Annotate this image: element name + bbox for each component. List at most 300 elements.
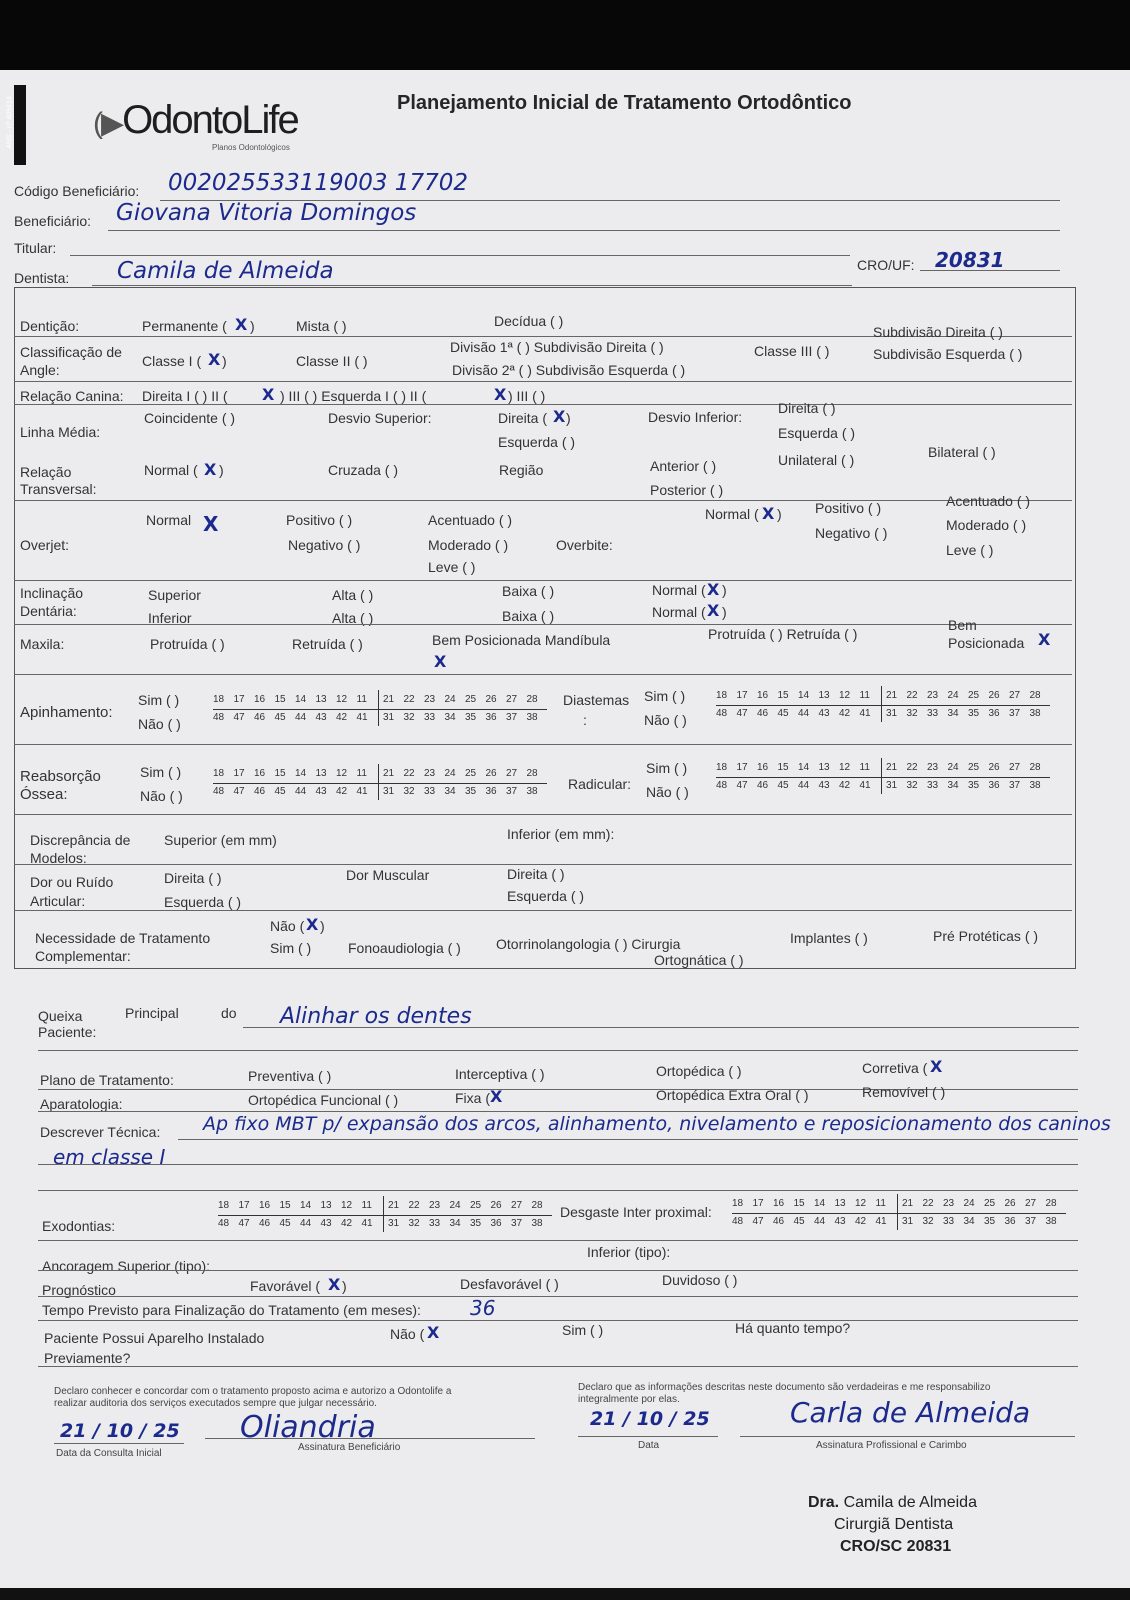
tooth-23[interactable]: 23	[927, 762, 939, 773]
dor-muscular-esquerda[interactable]: Esquerda ( )	[507, 888, 585, 904]
aparelho-sim[interactable]: Sim ( )	[562, 1322, 604, 1338]
necessidade-ortognatica[interactable]: Ortognática ( )	[654, 952, 744, 968]
tooth-17[interactable]: 17	[233, 768, 245, 779]
tooth-38[interactable]: 38	[1029, 708, 1041, 719]
inclinacao-baixa-sup[interactable]: Baixa ( )	[502, 583, 555, 599]
tooth-45[interactable]: 45	[777, 780, 789, 791]
paren-close: )	[777, 506, 782, 522]
tooth-44[interactable]: 44	[300, 1218, 312, 1229]
tooth-22[interactable]: 22	[403, 768, 415, 779]
reabsorcao-sim[interactable]: Sim ( )	[140, 764, 182, 780]
mark-canina-direita: X	[262, 385, 275, 404]
tooth-42[interactable]: 42	[336, 712, 348, 723]
data-consulta-value[interactable]: 21 / 10 / 25	[60, 1420, 180, 1442]
tooth-26[interactable]: 26	[490, 1200, 502, 1211]
necessidade-fono[interactable]: Fonoaudiologia ( )	[348, 940, 461, 956]
inclinacao-normal-sup[interactable]: Normal (	[652, 582, 706, 598]
tooth-44[interactable]: 44	[814, 1216, 826, 1227]
tooth-13[interactable]: 13	[320, 1200, 332, 1211]
tooth-27[interactable]: 27	[1025, 1198, 1037, 1209]
tooth-35[interactable]: 35	[968, 708, 980, 719]
tooth-47[interactable]: 47	[233, 786, 245, 797]
tooth-41[interactable]: 41	[859, 780, 871, 791]
tooth-48[interactable]: 48	[716, 780, 728, 791]
tooth-37[interactable]: 37	[1025, 1216, 1037, 1227]
denticao-mista[interactable]: Mista ( )	[296, 318, 347, 334]
canina-esquerda[interactable]: ) III ( ) Esquerda I ( ) II (	[280, 388, 427, 404]
tooth-26[interactable]: 26	[988, 690, 1000, 701]
tooth-12[interactable]: 12	[336, 694, 348, 705]
tooth-22[interactable]: 22	[906, 690, 918, 701]
tooth-14[interactable]: 14	[798, 762, 810, 773]
tooth-16[interactable]: 16	[254, 694, 266, 705]
linha-coincidente[interactable]: Coincidente ( )	[144, 410, 236, 426]
angle-sub-esquerda[interactable]: Subdivisão Esquerda ( )	[873, 346, 1023, 362]
necessidade-otorrino[interactable]: Otorrinolangologia ( ) Cirurgia	[496, 936, 681, 952]
tooth-46[interactable]: 46	[254, 786, 266, 797]
tooth-43[interactable]: 43	[315, 786, 327, 797]
tooth-36[interactable]: 36	[988, 708, 1000, 719]
data-value[interactable]: 21 / 10 / 25	[590, 1408, 710, 1430]
tooth-28[interactable]: 28	[1045, 1198, 1057, 1209]
assinatura-profissional-line	[740, 1436, 1075, 1437]
tooth-47[interactable]: 47	[752, 1216, 764, 1227]
tooth-31[interactable]: 31	[383, 712, 395, 723]
tooth-48[interactable]: 48	[213, 712, 225, 723]
apinhamento-nao[interactable]: Não ( )	[138, 716, 181, 732]
tooth-24[interactable]: 24	[947, 762, 959, 773]
tooth-48[interactable]: 48	[218, 1218, 230, 1229]
tooth-32[interactable]: 32	[922, 1216, 934, 1227]
tooth-33[interactable]: 33	[927, 780, 939, 791]
necessidade-sim[interactable]: Sim ( )	[270, 940, 312, 956]
tooth-17[interactable]: 17	[752, 1198, 764, 1209]
tooth-44[interactable]: 44	[798, 708, 810, 719]
tooth-31[interactable]: 31	[383, 786, 395, 797]
tooth-32[interactable]: 32	[906, 780, 918, 791]
inclinacao-baixa-inf[interactable]: Baixa ( )	[502, 608, 555, 624]
tooth-46[interactable]: 46	[259, 1218, 271, 1229]
ancoragem-superior[interactable]: Ancoragem Superior (tipo):	[42, 1258, 211, 1274]
aparatologia-fixa[interactable]: Fixa (	[455, 1090, 490, 1106]
tooth-43[interactable]: 43	[320, 1218, 332, 1229]
tooth-35[interactable]: 35	[984, 1216, 996, 1227]
necessidade-implantes[interactable]: Implantes ( )	[790, 930, 868, 946]
dor-direita[interactable]: Direita ( )	[164, 870, 222, 886]
tooth-22[interactable]: 22	[906, 762, 918, 773]
tooth-36[interactable]: 36	[485, 786, 497, 797]
tooth-18[interactable]: 18	[716, 762, 728, 773]
maxila-retruida[interactable]: Retruída ( )	[292, 636, 363, 652]
overjet-leve[interactable]: Leve ( )	[428, 559, 476, 575]
tooth-34[interactable]: 34	[444, 786, 456, 797]
data-consulta-label: Data da Consulta Inicial	[56, 1448, 162, 1459]
tooth-33[interactable]: 33	[424, 712, 436, 723]
tooth-37[interactable]: 37	[506, 712, 518, 723]
transversal-bilateral[interactable]: Bilateral ( )	[928, 444, 996, 460]
tooth-21[interactable]: 21	[886, 762, 898, 773]
tooth-35[interactable]: 35	[968, 780, 980, 791]
tooth-12[interactable]: 12	[336, 768, 348, 779]
tooth-31[interactable]: 31	[886, 780, 898, 791]
apinhamento-sim[interactable]: Sim ( )	[138, 692, 180, 708]
tooth-grid-divider	[213, 783, 547, 784]
aparatologia-extra-oral[interactable]: Ortopédica Extra Oral ( )	[656, 1087, 809, 1103]
tooth-11[interactable]: 11	[356, 694, 367, 705]
tooth-13[interactable]: 13	[818, 762, 830, 773]
tooth-42[interactable]: 42	[839, 708, 851, 719]
tooth-18[interactable]: 18	[213, 768, 225, 779]
assinatura-beneficiario-label: Assinatura Beneficiário	[298, 1442, 401, 1453]
overbite-negativo[interactable]: Negativo ( )	[815, 525, 888, 541]
inclinacao-alta-sup[interactable]: Alta ( )	[332, 587, 374, 603]
tooth-18[interactable]: 18	[213, 694, 225, 705]
radicular-nao[interactable]: Não ( )	[646, 784, 689, 800]
tooth-24[interactable]: 24	[449, 1200, 461, 1211]
tooth-23[interactable]: 23	[424, 768, 436, 779]
tooth-23[interactable]: 23	[424, 694, 436, 705]
mandibula-protruida-retruida[interactable]: Protruída ( ) Retruída ( )	[708, 626, 858, 642]
overbite-moderado[interactable]: Moderado ( )	[946, 517, 1027, 533]
tooth-33[interactable]: 33	[429, 1218, 441, 1229]
tooth-15[interactable]: 15	[279, 1200, 291, 1211]
tooth-11[interactable]: 11	[356, 768, 367, 779]
tooth-26[interactable]: 26	[485, 694, 497, 705]
tooth-22[interactable]: 22	[922, 1198, 934, 1209]
transversal-cruzada[interactable]: Cruzada ( )	[328, 462, 399, 478]
tooth-25[interactable]: 25	[465, 694, 477, 705]
tooth-28[interactable]: 28	[526, 694, 538, 705]
tooth-48[interactable]: 48	[716, 708, 728, 719]
tecnica-value-1[interactable]: Ap fixo MBT p/ expansão dos arcos, alinhamento, nivelamento e reposicionamento dos caninos	[203, 1113, 1111, 1135]
inclinacao-alta-inf[interactable]: Alta ( )	[332, 610, 374, 626]
diastemas-nao[interactable]: Não ( )	[644, 712, 687, 728]
tooth-25[interactable]: 25	[968, 762, 980, 773]
cro-value[interactable]: 20831	[935, 248, 1005, 272]
tooth-38[interactable]: 38	[526, 712, 538, 723]
aparatologia-funcional[interactable]: Ortopédica Funcional ( )	[248, 1092, 399, 1108]
mark-canina-esquerda: X	[494, 385, 507, 404]
tooth-17[interactable]: 17	[736, 762, 748, 773]
dentista-value[interactable]: Camila de Almeida	[117, 258, 334, 284]
tooth-12[interactable]: 12	[855, 1198, 867, 1209]
tooth-17[interactable]: 17	[233, 694, 245, 705]
tooth-16[interactable]: 16	[757, 762, 769, 773]
tooth-22[interactable]: 22	[403, 694, 415, 705]
transversal-unilateral[interactable]: Unilateral ( )	[778, 452, 855, 468]
tooth-28[interactable]: 28	[1029, 762, 1041, 773]
angle-classe-1[interactable]: Classe I (	[142, 353, 202, 369]
diastemas-sim[interactable]: Sim ( )	[644, 688, 686, 704]
tooth-16[interactable]: 16	[254, 768, 266, 779]
tooth-33[interactable]: 33	[424, 786, 436, 797]
tooth-23[interactable]: 23	[429, 1200, 441, 1211]
tooth-45[interactable]: 45	[793, 1216, 805, 1227]
tooth-16[interactable]: 16	[259, 1200, 271, 1211]
tecnica-value-2[interactable]: em classe I	[53, 1145, 166, 1169]
tooth-12[interactable]: 12	[839, 762, 851, 773]
tooth-11[interactable]: 11	[875, 1198, 886, 1209]
tooth-47[interactable]: 47	[736, 708, 748, 719]
tooth-15[interactable]: 15	[777, 690, 789, 701]
aparelho-quanto-tempo[interactable]: Há quanto tempo?	[735, 1320, 851, 1336]
tooth-21[interactable]: 21	[388, 1200, 400, 1211]
plano-interceptiva[interactable]: Interceptiva ( )	[455, 1066, 545, 1082]
prognostico-label: Prognóstico	[42, 1282, 116, 1298]
tooth-17[interactable]: 17	[736, 690, 748, 701]
tooth-46[interactable]: 46	[773, 1216, 785, 1227]
tooth-15[interactable]: 15	[777, 762, 789, 773]
tooth-33[interactable]: 33	[943, 1216, 955, 1227]
beneficiario-value[interactable]: Giovana Vitoria Domingos	[116, 200, 417, 226]
overbite-acentuado[interactable]: Acentuado ( )	[946, 493, 1031, 509]
tooth-43[interactable]: 43	[818, 708, 830, 719]
tooth-27[interactable]: 27	[511, 1200, 523, 1211]
tooth-37[interactable]: 37	[1009, 708, 1021, 719]
linha-esquerda[interactable]: Esquerda ( )	[498, 434, 576, 450]
assinatura-profissional-signature[interactable]: Carla de Almeida	[790, 1396, 1031, 1429]
dor-muscular-direita[interactable]: Direita ( )	[507, 866, 565, 882]
tooth-11[interactable]: 11	[859, 762, 870, 773]
codigo-value[interactable]: 002025533119003 17702	[168, 170, 468, 196]
tooth-24[interactable]: 24	[963, 1198, 975, 1209]
aparelho-label-1: Paciente Possui Aparelho Instalado	[44, 1330, 265, 1346]
tooth-41[interactable]: 41	[875, 1216, 887, 1227]
overbite-leve[interactable]: Leve ( )	[946, 542, 994, 558]
tooth-36[interactable]: 36	[485, 712, 497, 723]
tooth-18[interactable]: 18	[732, 1198, 744, 1209]
tooth-25[interactable]: 25	[968, 690, 980, 701]
maxila-bem-mandibula[interactable]: Bem Posicionada Mandíbula	[432, 632, 611, 648]
dor-esquerda[interactable]: Esquerda ( )	[164, 894, 242, 910]
tooth-18[interactable]: 18	[218, 1200, 230, 1211]
plano-ortopedica[interactable]: Ortopédica ( )	[656, 1063, 742, 1079]
tooth-24[interactable]: 24	[444, 768, 456, 779]
plano-preventiva[interactable]: Preventiva ( )	[248, 1068, 332, 1084]
tooth-27[interactable]: 27	[1009, 690, 1021, 701]
tooth-44[interactable]: 44	[295, 786, 307, 797]
tooth-38[interactable]: 38	[526, 786, 538, 797]
overjet-negativo[interactable]: Negativo ( )	[288, 537, 361, 553]
tooth-28[interactable]: 28	[1029, 690, 1041, 701]
tooth-41[interactable]: 41	[361, 1218, 373, 1229]
tooth-47[interactable]: 47	[233, 712, 245, 723]
linha-esquerda-inf[interactable]: Esquerda ( )	[778, 425, 856, 441]
angle-classe-2[interactable]: Classe II ( )	[296, 353, 368, 369]
overjet-acentuado[interactable]: Acentuado ( )	[428, 512, 513, 528]
assinatura-beneficiario-line	[205, 1438, 535, 1439]
tooth-42[interactable]: 42	[839, 780, 851, 791]
tooth-26[interactable]: 26	[1004, 1198, 1016, 1209]
tooth-28[interactable]: 28	[531, 1200, 543, 1211]
tooth-38[interactable]: 38	[531, 1218, 543, 1229]
tooth-45[interactable]: 45	[279, 1218, 291, 1229]
aparelho-nao[interactable]: Não (	[390, 1326, 425, 1342]
tooth-26[interactable]: 26	[988, 762, 1000, 773]
tooth-16[interactable]: 16	[773, 1198, 785, 1209]
tooth-24[interactable]: 24	[444, 694, 456, 705]
tooth-33[interactable]: 33	[927, 708, 939, 719]
tooth-17[interactable]: 17	[238, 1200, 250, 1211]
tooth-13[interactable]: 13	[834, 1198, 846, 1209]
queixa-value[interactable]: Alinhar os dentes	[280, 1004, 472, 1029]
tooth-34[interactable]: 34	[947, 708, 959, 719]
tooth-42[interactable]: 42	[341, 1218, 353, 1229]
tooth-48[interactable]: 48	[213, 786, 225, 797]
tooth-31[interactable]: 31	[388, 1218, 400, 1229]
tooth-13[interactable]: 13	[315, 694, 327, 705]
transversal-normal[interactable]: Normal (	[144, 462, 198, 478]
tooth-25[interactable]: 25	[984, 1198, 996, 1209]
aparatologia-removivel[interactable]: Removível ( )	[862, 1084, 946, 1100]
tooth-26[interactable]: 26	[485, 768, 497, 779]
tooth-47[interactable]: 47	[736, 780, 748, 791]
tooth-27[interactable]: 27	[506, 694, 518, 705]
tooth-21[interactable]: 21	[383, 694, 395, 705]
tooth-45[interactable]: 45	[274, 786, 286, 797]
tooth-31[interactable]: 31	[886, 708, 898, 719]
maxila-protruida[interactable]: Protruída ( )	[150, 636, 225, 652]
tooth-34[interactable]: 34	[449, 1218, 461, 1229]
tooth-42[interactable]: 42	[336, 786, 348, 797]
tooth-25[interactable]: 25	[470, 1200, 482, 1211]
tooth-45[interactable]: 45	[777, 708, 789, 719]
tooth-38[interactable]: 38	[1029, 780, 1041, 791]
tooth-14[interactable]: 14	[814, 1198, 826, 1209]
canina-direita[interactable]: Direita I ( ) II (	[142, 388, 228, 404]
discrepancia-inferior[interactable]: Inferior (em mm):	[507, 826, 615, 842]
tooth-grid-divider	[716, 705, 1050, 706]
tempo-value[interactable]: 36	[470, 1296, 496, 1320]
tooth-46[interactable]: 46	[757, 708, 769, 719]
tooth-35[interactable]: 35	[465, 712, 477, 723]
tooth-34[interactable]: 34	[444, 712, 456, 723]
tooth-43[interactable]: 43	[834, 1216, 846, 1227]
mandibula-bem-2[interactable]: Posicionada	[948, 635, 1025, 651]
tooth-36[interactable]: 36	[988, 780, 1000, 791]
tooth-11[interactable]: 11	[361, 1200, 372, 1211]
tooth-34[interactable]: 34	[947, 780, 959, 791]
transversal-posterior[interactable]: Posterior ( )	[650, 482, 724, 498]
tooth-15[interactable]: 15	[793, 1198, 805, 1209]
tooth-36[interactable]: 36	[490, 1218, 502, 1229]
tooth-46[interactable]: 46	[757, 780, 769, 791]
tooth-31[interactable]: 31	[902, 1216, 914, 1227]
tooth-21[interactable]: 21	[886, 690, 898, 701]
tooth-46[interactable]: 46	[254, 712, 266, 723]
angle-div-2[interactable]: Divisão 2ª ( ) Subdivisão Esquerda ( )	[452, 362, 686, 378]
tooth-41[interactable]: 41	[859, 708, 871, 719]
tooth-37[interactable]: 37	[506, 786, 518, 797]
angle-sub-direita[interactable]: Subdivisão Direita ( )	[873, 324, 1003, 340]
tooth-21[interactable]: 21	[902, 1198, 914, 1209]
tooth-22[interactable]: 22	[408, 1200, 420, 1211]
tooth-35[interactable]: 35	[465, 786, 477, 797]
tooth-44[interactable]: 44	[798, 780, 810, 791]
overjet-positivo[interactable]: Positivo ( )	[286, 512, 353, 528]
prognostico-desfavoravel[interactable]: Desfavorável ( )	[460, 1276, 559, 1292]
mark-mandibula-bem: X	[1038, 630, 1051, 649]
tooth-12[interactable]: 12	[839, 690, 851, 701]
tooth-37[interactable]: 37	[1009, 780, 1021, 791]
tooth-15[interactable]: 15	[274, 694, 286, 705]
tooth-35[interactable]: 35	[470, 1218, 482, 1229]
linha-direita[interactable]: Direita (	[498, 410, 548, 426]
tooth-18[interactable]: 18	[716, 690, 728, 701]
tooth-27[interactable]: 27	[1009, 762, 1021, 773]
denticao-decidua[interactable]: Decídua ( )	[494, 313, 564, 329]
tooth-41[interactable]: 41	[356, 786, 368, 797]
tooth-24[interactable]: 24	[947, 690, 959, 701]
reabsorcao-nao[interactable]: Não ( )	[140, 788, 183, 804]
tooth-45[interactable]: 45	[274, 712, 286, 723]
overbite-normal[interactable]: Normal (	[705, 506, 759, 522]
mark-prognostico-favoravel: X	[328, 1275, 341, 1294]
tooth-47[interactable]: 47	[238, 1218, 250, 1229]
prognostico-duvidoso[interactable]: Duvidoso ( )	[662, 1272, 738, 1288]
discrepancia-superior[interactable]: Superior (em mm)	[164, 832, 277, 848]
tooth-43[interactable]: 43	[818, 780, 830, 791]
tooth-32[interactable]: 32	[403, 786, 415, 797]
tooth-32[interactable]: 32	[408, 1218, 420, 1229]
angle-div-1[interactable]: Divisão 1ª ( ) Subdivisão Direita ( )	[450, 339, 664, 355]
assinatura-beneficiario-signature[interactable]: Oliandria	[240, 1410, 376, 1445]
tooth-13[interactable]: 13	[818, 690, 830, 701]
tooth-13[interactable]: 13	[315, 768, 327, 779]
plano-corretiva[interactable]: Corretiva (	[862, 1060, 928, 1076]
tooth-14[interactable]: 14	[295, 694, 307, 705]
tooth-11[interactable]: 11	[859, 690, 870, 701]
denticao-permanente[interactable]: Permanente (	[142, 318, 227, 334]
linha-direita-inf[interactable]: Direita ( )	[778, 400, 836, 416]
tooth-32[interactable]: 32	[906, 708, 918, 719]
necessidade-nao[interactable]: Não (	[270, 918, 305, 934]
tooth-16[interactable]: 16	[757, 690, 769, 701]
tooth-38[interactable]: 38	[1045, 1216, 1057, 1227]
tooth-42[interactable]: 42	[855, 1216, 867, 1227]
tooth-48[interactable]: 48	[732, 1216, 744, 1227]
tooth-12[interactable]: 12	[341, 1200, 353, 1211]
overjet-moderado[interactable]: Moderado ( )	[428, 537, 509, 553]
tooth-14[interactable]: 14	[295, 768, 307, 779]
radicular-sim[interactable]: Sim ( )	[646, 760, 688, 776]
tooth-27[interactable]: 27	[506, 768, 518, 779]
overjet-normal[interactable]: Normal	[146, 512, 192, 528]
tooth-21[interactable]: 21	[383, 768, 395, 779]
overbite-positivo[interactable]: Positivo ( )	[815, 500, 882, 516]
tooth-41[interactable]: 41	[356, 712, 368, 723]
inclinacao-normal-inf[interactable]: Normal (	[652, 604, 706, 620]
tooth-14[interactable]: 14	[798, 690, 810, 701]
angle-classe-3[interactable]: Classe III ( )	[754, 343, 830, 359]
tooth-25[interactable]: 25	[465, 768, 477, 779]
tooth-44[interactable]: 44	[295, 712, 307, 723]
tooth-28[interactable]: 28	[526, 768, 538, 779]
tooth-43[interactable]: 43	[315, 712, 327, 723]
tooth-36[interactable]: 36	[1004, 1216, 1016, 1227]
transversal-anterior[interactable]: Anterior ( )	[650, 458, 717, 474]
tooth-32[interactable]: 32	[403, 712, 415, 723]
prognostico-favoravel[interactable]: Favorável (	[250, 1278, 321, 1294]
tooth-23[interactable]: 23	[943, 1198, 955, 1209]
ancoragem-inferior[interactable]: Inferior (tipo):	[587, 1244, 671, 1260]
tooth-37[interactable]: 37	[511, 1218, 523, 1229]
tooth-34[interactable]: 34	[963, 1216, 975, 1227]
tooth-23[interactable]: 23	[927, 690, 939, 701]
tooth-15[interactable]: 15	[274, 768, 286, 779]
tooth-14[interactable]: 14	[300, 1200, 312, 1211]
necessidade-preproteticas[interactable]: Pré Protéticas ( )	[933, 928, 1039, 944]
